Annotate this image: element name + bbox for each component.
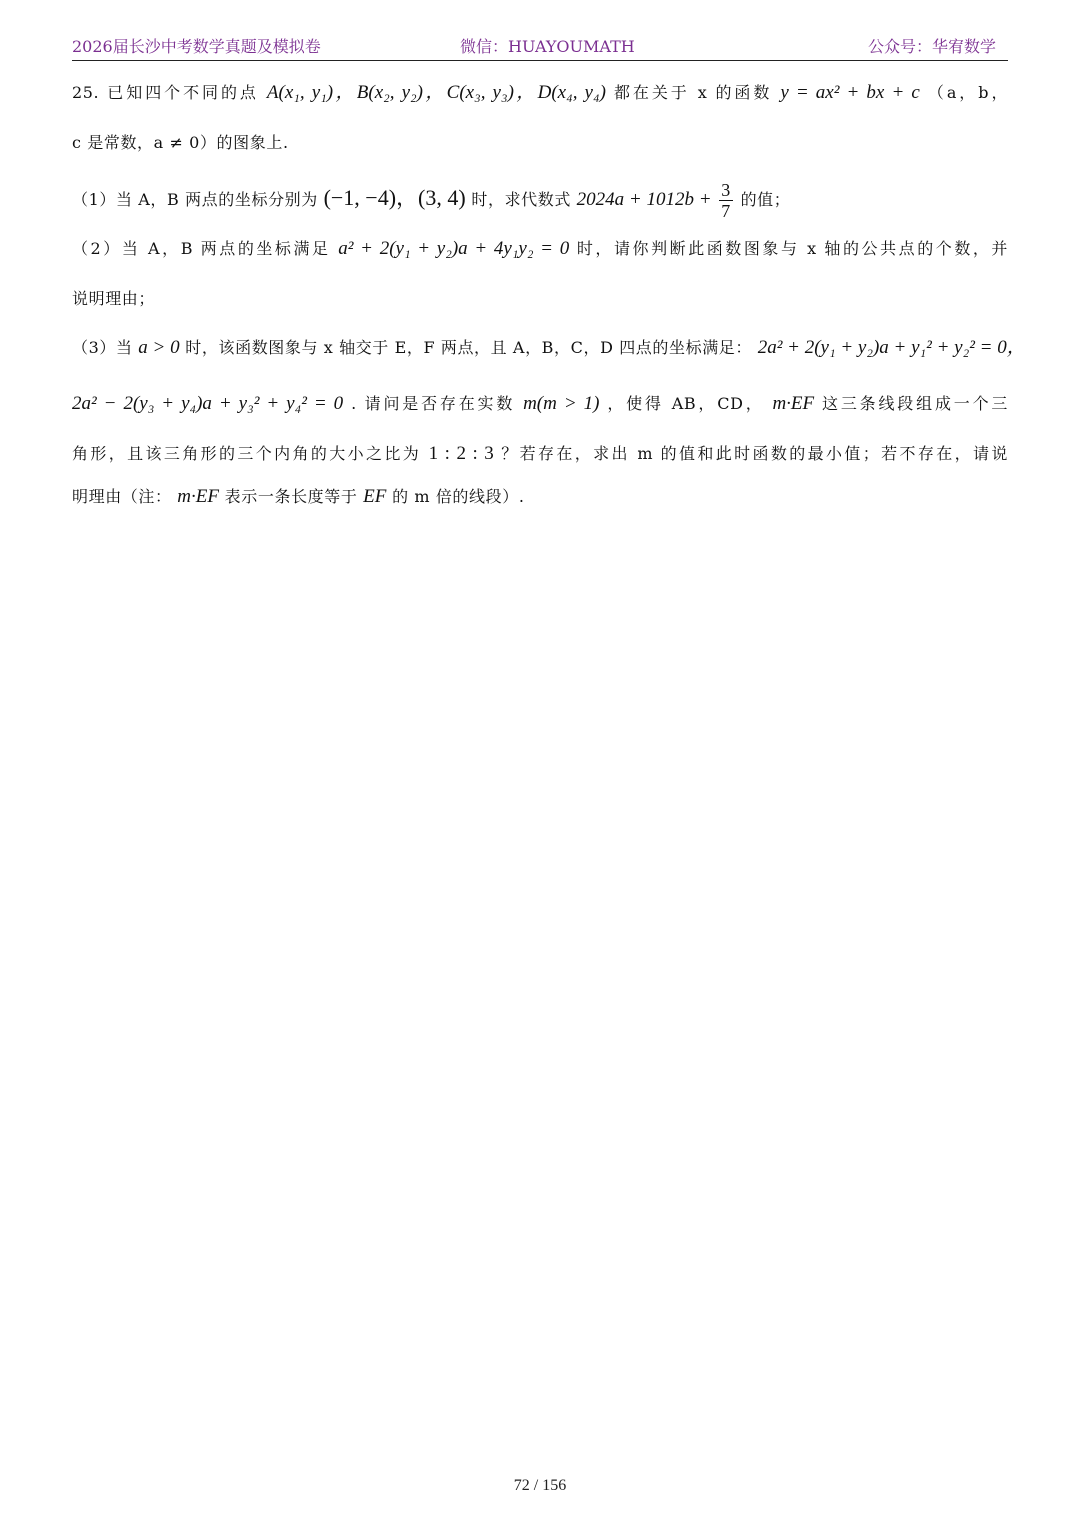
part3-text-7: ？若存在，求出 m 的值和此时函数的最小值；若不存在，请说 [501,444,1009,463]
part3-text-2: 时，该函数图象与 x 轴交于 E，F 两点，且 A，B，C，D 四点的坐标满足： [185,338,753,357]
part1-text-3: 的值； [740,190,791,209]
part3-ratio: 1 : 2 : 3 [428,443,494,464]
part3-equation-2: 2a² − 2(y₃ + y₄)a + y₃² + y₄² = 0 [72,393,344,414]
part-3-line-3 [72,441,1008,471]
intro-text-2: 都在关于 x 的函数 [613,83,773,102]
page-number: 72 / 156 [513,1477,567,1494]
part2-text-3: 说明理由； [72,289,156,308]
part2-condition: a² + 2(y₁ + y₂)a + 4y₁y₂ = 0 [338,238,570,259]
intro-text-3: （a，b， [927,83,1009,102]
part3-text-3: . 请问是否存在实数 [351,394,516,413]
part3-equation-1: 2a² + 2(y₁ + y₂)a + y₁² + y₂² = 0， [757,337,1026,358]
fraction-denominator: 7 [721,201,731,221]
part3-text-8: 明理由（注： [72,487,172,506]
part3-text-5: 这三条线段组成一个三 [822,394,1008,413]
part2-text-1: （2）当 A，B 两点的坐标满足 [72,239,331,258]
intro-text-4: c 是常数，a ≠ 0）的图象上. [72,133,289,152]
part3-text-1: （3）当 [72,338,133,357]
part-3-line-4 [72,484,525,514]
part-1 [72,176,790,220]
part1-text-2: 时，求代数式 [471,190,571,209]
function-expression: y = ax² + bx + c [780,82,920,103]
part-2-line-2 [72,286,155,316]
part1-fraction [719,180,733,221]
part3-note-mef: m·EF [177,486,219,507]
part3-condition-a: a > 0 [138,337,180,358]
part3-m-condition: m(m > 1) [523,393,600,414]
part1-coordinates: (−1, −4)，(3, 4) [323,185,466,210]
part2-text-2: 时，请你判断此函数图象与 x 轴的公共点的个数，并 [576,239,1009,258]
problem-intro-line-2 [72,130,289,160]
part3-text-10: 的 m 倍的线段）. [392,487,525,506]
problem-number: 25. [72,83,100,102]
part3-text-6: 角形，且该三角形的三个内角的大小之比为 [72,444,422,463]
part3-text-9: 表示一条长度等于 [224,487,358,506]
header-account: 公众号：华宥数学 [867,37,996,56]
part3-text-4: ，使得 AB，CD， [607,394,765,413]
part1-text-1: （1）当 A，B 两点的坐标分别为 [72,190,318,209]
part-3-line-2 [72,391,1008,421]
part-3-line-1 [72,335,1026,365]
problem-intro-line-1 [72,80,1008,110]
part1-expression: 2024a + 1012b + [576,189,712,210]
page-header [72,32,1008,61]
points-expression: A(x₁, y₁)，B(x₂, y₂)，C(x₃, y₃)，D(x₄, y₄) [266,82,606,103]
intro-text-1: 已知四个不同的点 [107,83,259,102]
header-wechat: 微信：HUAYOUMATH [460,37,635,56]
part-2-line-1 [72,236,1008,266]
fraction-numerator: 3 [721,180,731,200]
part3-note-ef: EF [363,486,387,507]
header-title: 2026届长沙中考数学真题及模拟卷 [72,37,321,56]
part3-mef: m·EF [772,393,815,414]
